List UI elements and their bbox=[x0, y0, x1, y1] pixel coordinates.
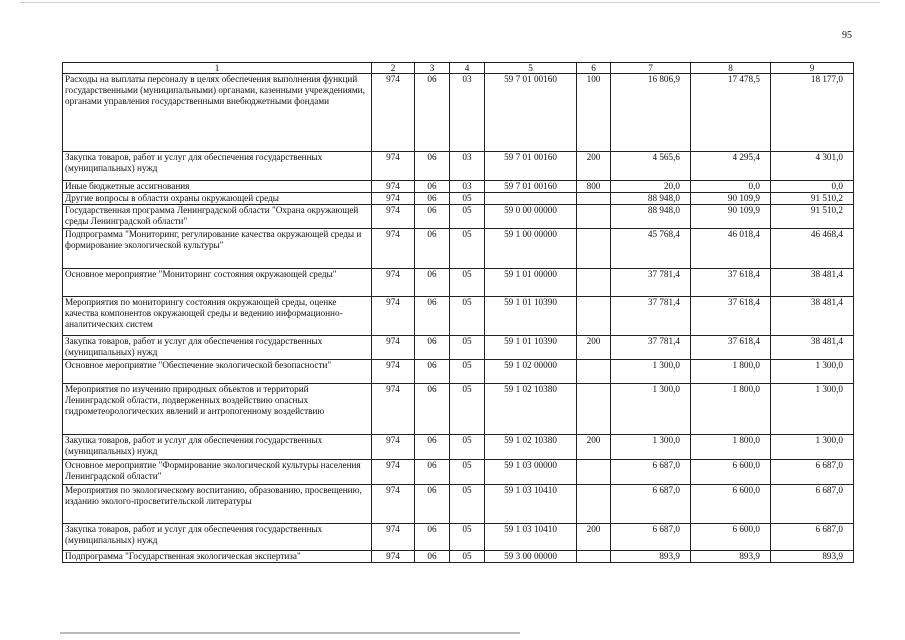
subsection-cell: 03 bbox=[450, 74, 485, 152]
row-name-cell: Мероприятия по экологическому воспитанию, образованию, просвещению, изданию эколого-просветительской литературы bbox=[63, 485, 372, 524]
amount-year2-cell: 46 018,4 bbox=[691, 229, 771, 269]
admin-code-cell: 974 bbox=[372, 524, 415, 551]
table-row bbox=[63, 193, 854, 205]
amount-year1-cell: 1 300,0 bbox=[611, 360, 691, 384]
amount-year3-cell: 46 468,4 bbox=[771, 229, 854, 269]
row-name-cell: Подпрограмма "Государственная экологическая экспертиза" bbox=[63, 551, 372, 563]
amount-year1-cell: 88 948,0 bbox=[611, 193, 691, 205]
section-cell: 06 bbox=[415, 181, 450, 193]
subsection-cell: 05 bbox=[450, 551, 485, 563]
admin-code-cell: 974 bbox=[372, 336, 415, 360]
table-body bbox=[63, 63, 854, 563]
section-cell: 06 bbox=[415, 524, 450, 551]
table-row bbox=[63, 205, 854, 229]
amount-year1-cell: 4 565,6 bbox=[611, 152, 691, 181]
amount-year2-cell: 6 600,0 bbox=[691, 460, 771, 485]
amount-year1-cell: 37 781,4 bbox=[611, 336, 691, 360]
amount-year2-cell: 6 600,0 bbox=[691, 485, 771, 524]
target-article-cell: 59 1 03 10410 bbox=[485, 485, 577, 524]
subsection-cell: 05 bbox=[450, 336, 485, 360]
header-cell: 8 bbox=[691, 63, 771, 74]
amount-year3-cell: 38 481,4 bbox=[771, 269, 854, 297]
amount-year1-cell: 6 687,0 bbox=[611, 524, 691, 551]
amount-year1-cell: 45 768,4 bbox=[611, 229, 691, 269]
amount-year1-cell: 1 300,0 bbox=[611, 384, 691, 435]
subsection-cell: 05 bbox=[450, 193, 485, 205]
amount-year1-cell: 1 300,0 bbox=[611, 435, 691, 460]
header-row bbox=[63, 63, 854, 74]
section-cell: 06 bbox=[415, 193, 450, 205]
row-name-cell: Подпрограмма "Мониторинг, регулирование качества окружающей среды и формирование экологической культуры" bbox=[63, 229, 372, 269]
amount-year3-cell: 4 301,0 bbox=[771, 152, 854, 181]
row-name-cell: Расходы на выплаты персоналу в целях обеспечения выполнения функций государственными (муниципальными) органами, казенными учреждениями, органами управления государственными внебюджетными фондами bbox=[63, 74, 372, 152]
target-article-cell: 59 1 01 00000 bbox=[485, 269, 577, 297]
target-article-cell: 59 7 01 00160 bbox=[485, 74, 577, 152]
section-cell: 06 bbox=[415, 435, 450, 460]
subsection-cell: 05 bbox=[450, 384, 485, 435]
header-cell: 3 bbox=[415, 63, 450, 74]
row-name-cell: Иные бюджетные ассигнования bbox=[63, 181, 372, 193]
expense-type-cell: 200 bbox=[577, 336, 611, 360]
admin-code-cell: 974 bbox=[372, 205, 415, 229]
amount-year3-cell: 38 481,4 bbox=[771, 336, 854, 360]
row-name-cell: Мероприятия по изучению природных объектов и территорий Ленинградской области, подверженных воздействию опасных гидрометеорологических явлений и антропогенному воздействию bbox=[63, 384, 372, 435]
admin-code-cell: 974 bbox=[372, 460, 415, 485]
amount-year3-cell: 893,9 bbox=[771, 551, 854, 563]
section-cell: 06 bbox=[415, 74, 450, 152]
header-cell: 4 bbox=[450, 63, 485, 74]
admin-code-cell: 974 bbox=[372, 193, 415, 205]
target-article-cell: 59 7 01 00160 bbox=[485, 152, 577, 181]
section-cell: 06 bbox=[415, 152, 450, 181]
expense-type-cell bbox=[577, 205, 611, 229]
target-article-cell: 59 3 00 00000 bbox=[485, 551, 577, 563]
expense-type-cell bbox=[577, 360, 611, 384]
target-article-cell: 59 1 02 10380 bbox=[485, 435, 577, 460]
section-cell: 06 bbox=[415, 229, 450, 269]
amount-year2-cell: 893,9 bbox=[691, 551, 771, 563]
amount-year2-cell: 90 109,9 bbox=[691, 205, 771, 229]
table-row bbox=[63, 336, 854, 360]
admin-code-cell: 974 bbox=[372, 435, 415, 460]
expense-type-cell: 200 bbox=[577, 152, 611, 181]
table-row bbox=[63, 74, 854, 152]
subsection-cell: 03 bbox=[450, 181, 485, 193]
table-row bbox=[63, 485, 854, 524]
amount-year1-cell: 893,9 bbox=[611, 551, 691, 563]
row-name-cell: Основное мероприятие "Формирование экологической культуры населения Ленинградской области" bbox=[63, 460, 372, 485]
expense-type-cell bbox=[577, 297, 611, 336]
subsection-cell: 05 bbox=[450, 205, 485, 229]
amount-year1-cell: 20,0 bbox=[611, 181, 691, 193]
row-name-cell: Закупка товаров, работ и услуг для обеспечения государственных (муниципальных) нужд bbox=[63, 152, 372, 181]
expense-type-cell: 100 bbox=[577, 74, 611, 152]
admin-code-cell: 974 bbox=[372, 229, 415, 269]
section-cell: 06 bbox=[415, 460, 450, 485]
amount-year2-cell: 37 618,4 bbox=[691, 336, 771, 360]
subsection-cell: 05 bbox=[450, 524, 485, 551]
admin-code-cell: 974 bbox=[372, 297, 415, 336]
header-cell: 2 bbox=[372, 63, 415, 74]
admin-code-cell: 974 bbox=[372, 269, 415, 297]
expense-type-cell bbox=[577, 229, 611, 269]
subsection-cell: 05 bbox=[450, 360, 485, 384]
target-article-cell: 59 1 03 00000 bbox=[485, 460, 577, 485]
table-row bbox=[63, 551, 854, 563]
amount-year2-cell: 1 800,0 bbox=[691, 435, 771, 460]
amount-year3-cell: 38 481,4 bbox=[771, 297, 854, 336]
expense-type-cell bbox=[577, 551, 611, 563]
target-article-cell: 59 0 00 00000 bbox=[485, 205, 577, 229]
amount-year2-cell: 0,0 bbox=[691, 181, 771, 193]
budget-table bbox=[62, 62, 854, 563]
amount-year3-cell: 18 177,0 bbox=[771, 74, 854, 152]
target-article-cell bbox=[485, 193, 577, 205]
admin-code-cell: 974 bbox=[372, 551, 415, 563]
amount-year3-cell: 91 510,2 bbox=[771, 205, 854, 229]
section-cell: 06 bbox=[415, 360, 450, 384]
target-article-cell: 59 1 03 10410 bbox=[485, 524, 577, 551]
section-cell: 06 bbox=[415, 485, 450, 524]
amount-year1-cell: 6 687,0 bbox=[611, 485, 691, 524]
subsection-cell: 05 bbox=[450, 485, 485, 524]
amount-year3-cell: 6 687,0 bbox=[771, 460, 854, 485]
amount-year3-cell: 6 687,0 bbox=[771, 485, 854, 524]
target-article-cell: 59 1 01 10390 bbox=[485, 336, 577, 360]
header-cell: 7 bbox=[611, 63, 691, 74]
table-row bbox=[63, 435, 854, 460]
table-row bbox=[63, 269, 854, 297]
header-cell: 9 bbox=[771, 63, 854, 74]
amount-year3-cell: 1 300,0 bbox=[771, 435, 854, 460]
section-cell: 06 bbox=[415, 336, 450, 360]
amount-year2-cell: 4 295,4 bbox=[691, 152, 771, 181]
table-row bbox=[63, 360, 854, 384]
amount-year1-cell: 16 806,9 bbox=[611, 74, 691, 152]
row-name-cell: Основное мероприятие "Обеспечение экологической безопасности" bbox=[63, 360, 372, 384]
subsection-cell: 05 bbox=[450, 435, 485, 460]
subsection-cell: 03 bbox=[450, 152, 485, 181]
amount-year2-cell: 6 600,0 bbox=[691, 524, 771, 551]
admin-code-cell: 974 bbox=[372, 152, 415, 181]
table-row bbox=[63, 181, 854, 193]
table-row bbox=[63, 297, 854, 336]
expense-type-cell bbox=[577, 384, 611, 435]
section-cell: 06 bbox=[415, 205, 450, 229]
expense-type-cell: 800 bbox=[577, 181, 611, 193]
table-row bbox=[63, 524, 854, 551]
section-cell: 06 bbox=[415, 297, 450, 336]
row-name-cell: Закупка товаров, работ и услуг для обеспечения государственных (муниципальных) нужд bbox=[63, 524, 372, 551]
header-cell: 5 bbox=[485, 63, 577, 74]
target-article-cell: 59 1 02 00000 bbox=[485, 360, 577, 384]
admin-code-cell: 974 bbox=[372, 384, 415, 435]
header-cell: 1 bbox=[63, 63, 372, 74]
row-name-cell: Основное мероприятие "Мониторинг состояния окружающей среды" bbox=[63, 269, 372, 297]
expense-type-cell bbox=[577, 460, 611, 485]
header-cell: 6 bbox=[577, 63, 611, 74]
table-row bbox=[63, 384, 854, 435]
table-row bbox=[63, 229, 854, 269]
target-article-cell: 59 1 02 10380 bbox=[485, 384, 577, 435]
amount-year2-cell: 17 478,5 bbox=[691, 74, 771, 152]
row-name-cell: Государственная программа Ленинградской области "Охрана окружающей среды Ленинградской области" bbox=[63, 205, 372, 229]
row-name-cell: Мероприятия по мониторингу состояния окружающей среды, оценке качества компонентов окружающей среды и ведению информационно-аналитических систем bbox=[63, 297, 372, 336]
subsection-cell: 05 bbox=[450, 297, 485, 336]
admin-code-cell: 974 bbox=[372, 485, 415, 524]
section-cell: 06 bbox=[415, 269, 450, 297]
table-row bbox=[63, 460, 854, 485]
amount-year2-cell: 1 800,0 bbox=[691, 360, 771, 384]
scan-edge-top bbox=[20, 2, 880, 3]
expense-type-cell: 200 bbox=[577, 435, 611, 460]
target-article-cell: 59 1 01 10390 bbox=[485, 297, 577, 336]
amount-year3-cell: 1 300,0 bbox=[771, 360, 854, 384]
target-article-cell: 59 1 00 00000 bbox=[485, 229, 577, 269]
amount-year3-cell: 0,0 bbox=[771, 181, 854, 193]
amount-year3-cell: 1 300,0 bbox=[771, 384, 854, 435]
section-cell: 06 bbox=[415, 384, 450, 435]
row-name-cell: Закупка товаров, работ и услуг для обеспечения государственных (муниципальных) нужд bbox=[63, 336, 372, 360]
scan-edge-bottom bbox=[60, 632, 520, 634]
expense-type-cell: 200 bbox=[577, 524, 611, 551]
amount-year1-cell: 88 948,0 bbox=[611, 205, 691, 229]
row-name-cell: Закупка товаров, работ и услуг для обеспечения государственных (муниципальных) нужд bbox=[63, 435, 372, 460]
row-name-cell: Другие вопросы в области охраны окружающей среды bbox=[63, 193, 372, 205]
amount-year3-cell: 91 510,2 bbox=[771, 193, 854, 205]
amount-year1-cell: 37 781,4 bbox=[611, 297, 691, 336]
amount-year2-cell: 37 618,4 bbox=[691, 269, 771, 297]
page-number: 95 bbox=[842, 30, 852, 41]
amount-year2-cell: 90 109,9 bbox=[691, 193, 771, 205]
subsection-cell: 05 bbox=[450, 269, 485, 297]
admin-code-cell: 974 bbox=[372, 181, 415, 193]
section-cell: 06 bbox=[415, 551, 450, 563]
amount-year2-cell: 37 618,4 bbox=[691, 297, 771, 336]
admin-code-cell: 974 bbox=[372, 74, 415, 152]
admin-code-cell: 974 bbox=[372, 360, 415, 384]
table-row bbox=[63, 152, 854, 181]
amount-year2-cell: 1 800,0 bbox=[691, 384, 771, 435]
amount-year1-cell: 37 781,4 bbox=[611, 269, 691, 297]
expense-type-cell bbox=[577, 485, 611, 524]
subsection-cell: 05 bbox=[450, 460, 485, 485]
target-article-cell: 59 7 01 00160 bbox=[485, 181, 577, 193]
expense-type-cell bbox=[577, 269, 611, 297]
subsection-cell: 05 bbox=[450, 229, 485, 269]
expense-type-cell bbox=[577, 193, 611, 205]
amount-year3-cell: 6 687,0 bbox=[771, 524, 854, 551]
amount-year1-cell: 6 687,0 bbox=[611, 460, 691, 485]
